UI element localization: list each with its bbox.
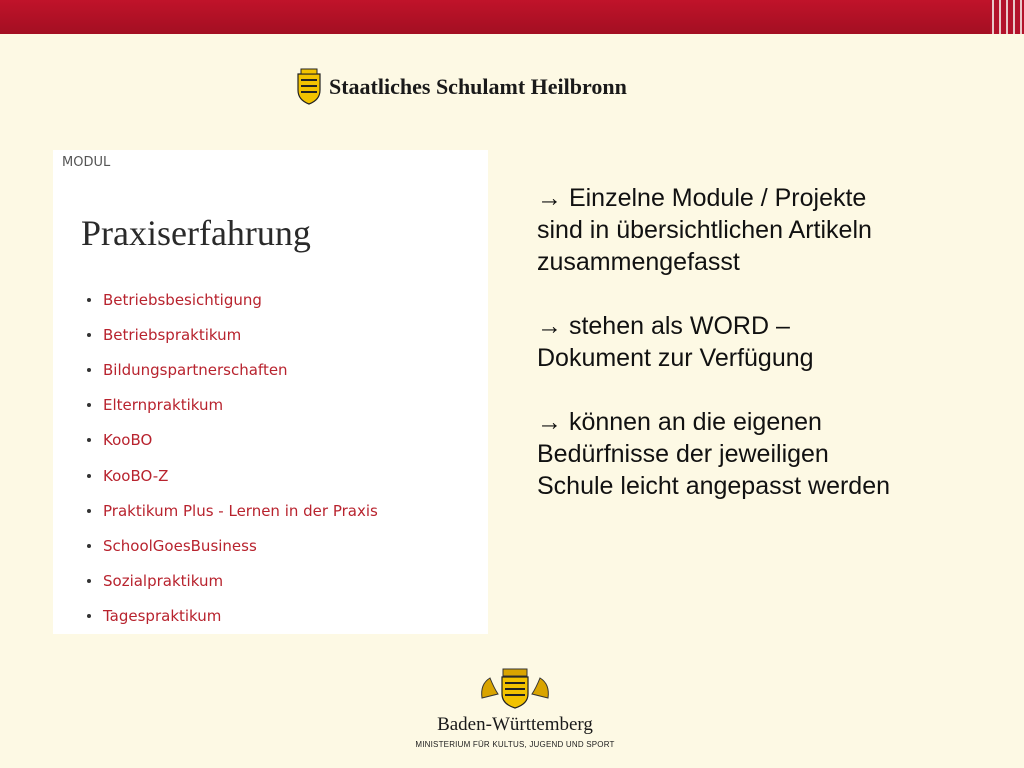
list-item bbox=[85, 493, 378, 528]
module-list bbox=[85, 282, 378, 634]
list-item bbox=[85, 352, 378, 387]
top-bar-stripes bbox=[990, 0, 1024, 34]
list-item bbox=[85, 458, 378, 493]
coat-of-arms-icon bbox=[295, 68, 323, 106]
bullet-point: → können an die eigenen Bedürfnisse der jeweiligen Schule leicht angepasst werden bbox=[537, 408, 891, 500]
ministry-name: MINISTERIUM FÜR KULTUS, JUGEND UND SPORT bbox=[415, 740, 615, 749]
module-title: Praxiserfahrung bbox=[81, 213, 311, 253]
module-link-elternpraktikum[interactable]: Elternpraktikum bbox=[103, 396, 224, 415]
footer-logo bbox=[400, 668, 630, 749]
state-name: Baden-Württemberg bbox=[437, 714, 593, 735]
school-office-title: Staatliches Schulamt Heilbronn bbox=[329, 74, 627, 99]
module-label: MODUL bbox=[62, 155, 111, 170]
bullet-icon bbox=[87, 614, 91, 618]
module-link-tagespraktikum[interactable]: Tagespraktikum bbox=[103, 607, 222, 626]
bullet-icon bbox=[87, 368, 91, 372]
module-link-betriebsbesichtigung[interactable]: Betriebsbesichtigung bbox=[103, 290, 262, 309]
module-panel bbox=[53, 150, 488, 634]
list-item bbox=[85, 388, 378, 423]
bullet-icon bbox=[87, 298, 91, 302]
bullet-icon bbox=[87, 509, 91, 513]
bullet-icon bbox=[87, 474, 91, 478]
description-text bbox=[537, 182, 897, 534]
list-item bbox=[85, 528, 378, 563]
bullet-icon bbox=[87, 333, 91, 337]
list-item bbox=[85, 317, 378, 352]
module-link-koobo-z[interactable]: KooBO-Z bbox=[103, 466, 169, 485]
bullet-point: → stehen als WORD – Dokument zur Verfügung bbox=[537, 312, 814, 372]
module-link-koobo[interactable]: KooBO bbox=[103, 431, 153, 450]
list-item bbox=[85, 423, 378, 458]
list-item bbox=[85, 282, 378, 317]
bullet-icon bbox=[87, 544, 91, 548]
module-link-sozialpraktikum[interactable]: Sozialpraktikum bbox=[103, 572, 224, 591]
top-bar bbox=[0, 0, 1024, 34]
module-link-praktikum-plus[interactable]: Praktikum Plus - Lernen in der Praxis bbox=[103, 501, 378, 520]
module-link-betriebspraktikum[interactable]: Betriebspraktikum bbox=[103, 325, 242, 344]
bullet-icon bbox=[87, 579, 91, 583]
bullet-icon bbox=[87, 438, 91, 442]
bullet-icon bbox=[87, 403, 91, 407]
bullet-point: → Einzelne Module / Projekte sind in übersichtlichen Artikeln zusammengefasst bbox=[537, 184, 872, 276]
header-logo bbox=[295, 68, 627, 106]
module-link-bildungspartnerschaften[interactable]: Bildungspartnerschaften bbox=[103, 360, 288, 379]
list-item bbox=[85, 599, 378, 634]
list-item bbox=[85, 564, 378, 599]
module-link-schoolgoesbusiness[interactable]: SchoolGoesBusiness bbox=[103, 536, 257, 555]
state-coat-of-arms-icon bbox=[478, 668, 552, 710]
